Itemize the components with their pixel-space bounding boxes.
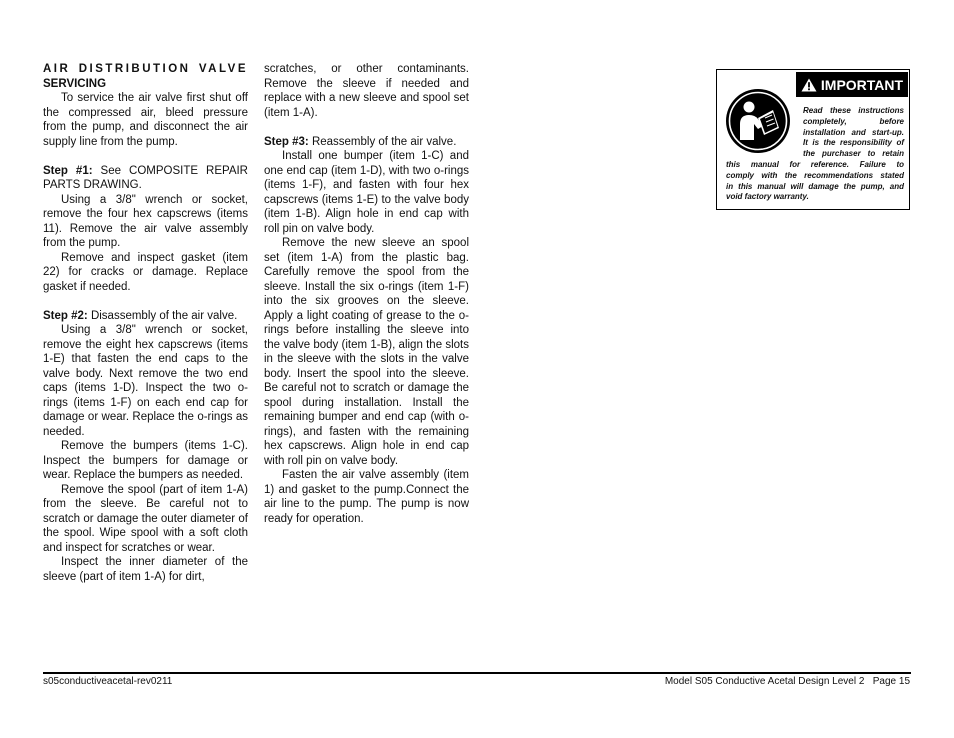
paragraph: Fasten the air valve assembly (item 1) and gasket to the pump.Connect the air line to the pump. The pump is now ready for operation.	[264, 469, 469, 525]
important-line: completely, before	[803, 116, 904, 126]
footer-rule	[43, 672, 911, 674]
important-line: comply with the recommendations stated	[726, 170, 904, 180]
important-line: the purchaser to retain	[803, 149, 904, 159]
important-line: in this manual will damage the pump, and	[726, 181, 904, 191]
important-text-full	[726, 160, 904, 203]
important-title: IMPORTANT	[820, 76, 904, 93]
section-heading: AIR DISTRIBUTION VALVE	[43, 63, 248, 75]
step1-text: See COMPOSITE REPAIR PARTS DRAWING.	[43, 164, 248, 191]
step3-label: Step #3:	[264, 135, 309, 148]
important-line: void factory warranty.	[726, 192, 809, 202]
step1-paragraph	[43, 164, 248, 193]
step2-text: Disassembly of the air valve.	[87, 309, 238, 322]
middle-column	[264, 62, 469, 526]
important-line: It is the responsibility of	[803, 138, 904, 148]
footer-doc-id: s05conductiveacetal-rev0211	[43, 676, 173, 687]
important-text-right	[803, 106, 904, 160]
paragraph: Install one bumper (item 1-C) and one end cap (item 1-D), with two o-rings (items 1-F), and fasten with four hex capscrews (items 1-E) to the valve body (item 1-B). Align hole in end cap with roll pin on valve body.	[264, 150, 469, 235]
step3-paragraph	[264, 135, 469, 150]
important-line: Read these instructions	[803, 106, 904, 115]
left-column	[43, 62, 248, 584]
footer-page-info: Model S05 Conductive Acetal Design Level 2 Page 15	[664, 676, 910, 687]
important-header	[796, 72, 908, 97]
paragraph: Remove and inspect gasket (item 22) for cracks or damage. Replace gasket if needed.	[43, 251, 248, 293]
paragraph: scratches, or other contaminants. Remove the sleeve if needed and replace with a new sleeve and spool set (item 1-A).	[264, 63, 469, 119]
paragraph: Remove the spool (part of item 1-A) from the sleeve. Be careful not to scratch or damage the outer diameter of the spool. Wipe spool with a soft cloth and inspect for scratches or wear.	[43, 483, 248, 554]
step3-text: Reassembly of the air valve.	[308, 135, 457, 148]
section-heading-sub: SERVICING	[43, 77, 107, 90]
paragraph: Using a 3/8" wrench or socket, remove the eight hex capscrews (items 1-E) that fasten the end caps to the valve body. Next remove the two end caps (items 1-D). Inspect the two o-rings (items 1-F) on each end cap for damage or wear. Replace the o-rings as needed.	[43, 324, 248, 438]
paragraph: Remove the bumpers (items 1-C). Inspect the bumpers for damage or wear. Replace the bumpers as needed.	[43, 440, 248, 481]
intro-paragraph: To service the air valve first shut off the compressed air, bleed pressure from the pump, and disconnect the air supply line from the pump.	[43, 92, 248, 148]
important-notice-box	[716, 69, 910, 210]
paragraph: Using a 3/8" wrench or socket, remove the four hex capscrews (items 11). Remove the air valve assembly from the pump.	[43, 193, 248, 249]
step2-paragraph	[43, 309, 248, 324]
important-line: installation and start-up.	[803, 127, 904, 137]
paragraph: Remove the new sleeve an spool set (item 1-A) from the plastic bag. Carefully remove the spool from the sleeve. Install the six o-rings (item 1-F) into the six grooves on the sleeve. Apply a light coating of grease to the o-rings before installing the sleeve into the valve body (item 1-B), align the slots in the sleeve with the slots in the valve body. Insert the spool into the sleeve. Be careful not to scratch or damage the spool during installation. Install the remaining bumper and end cap (with o-rings), and fasten with the remaining hex capscrews. Align hole in end cap with roll pin on valve body.	[264, 237, 469, 467]
step1-label: Step #1:	[43, 164, 93, 177]
read-manual-icon	[725, 88, 791, 154]
paragraph: Inspect the inner diameter of the sleeve (part of item 1-A) for dirt,	[43, 556, 248, 583]
important-line: this manual for reference. Failure to	[726, 160, 904, 169]
warning-triangle-icon	[801, 78, 817, 92]
step2-label: Step #2:	[43, 309, 88, 322]
